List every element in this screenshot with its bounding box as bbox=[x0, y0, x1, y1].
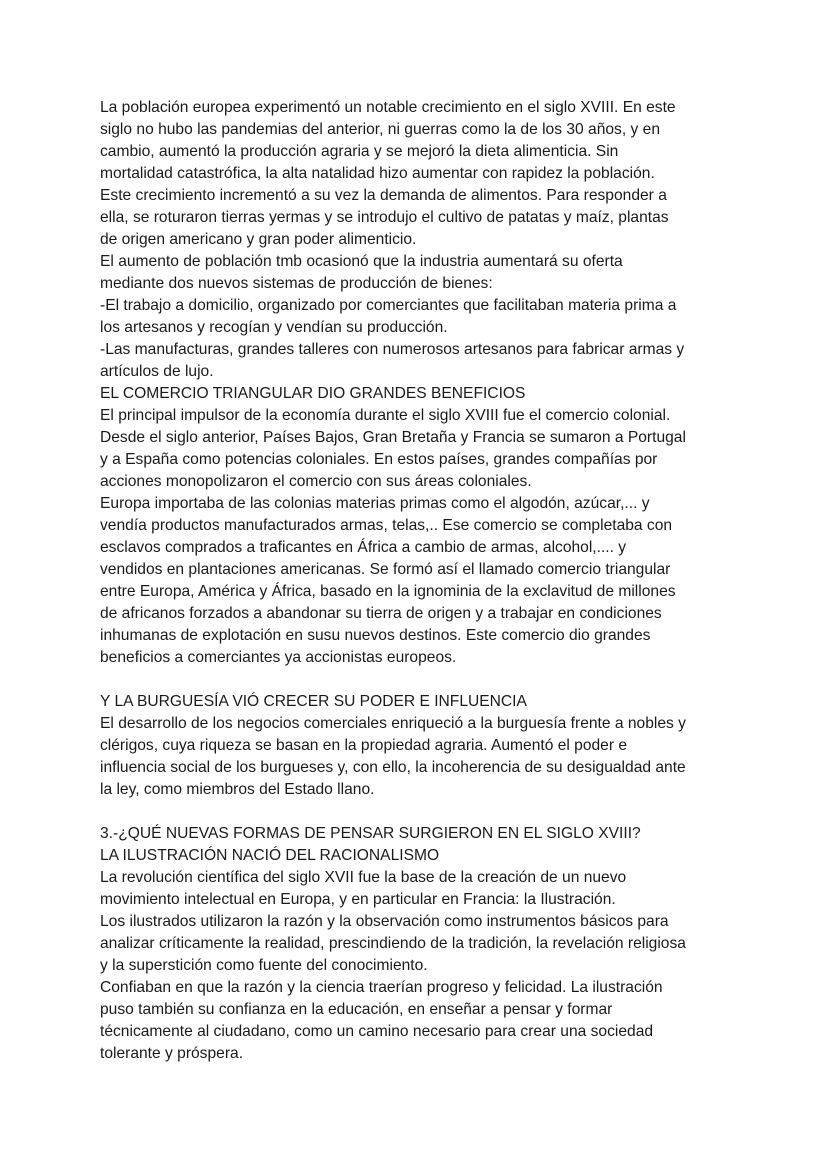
text-line: Europa importaba de las colonias materias primas como el algodón, azúcar,... y bbox=[100, 495, 650, 512]
text-line: EL COMERCIO TRIANGULAR DIO GRANDES BENEFICIOS bbox=[100, 385, 526, 402]
blank-line bbox=[100, 801, 740, 823]
text-line: El aumento de población tmb ocasionó que la industria aumentará su oferta bbox=[100, 253, 623, 270]
text-line: vendía productos manufacturados armas, telas,.. Ese comercio se completaba con bbox=[100, 517, 673, 534]
text-line: influencia social de los burgueses y, con ello, la incoherencia de su desigualdad ante bbox=[100, 759, 686, 776]
text-line: ella, se roturaron tierras yermas y se introdujo el cultivo de patatas y maíz, plantas bbox=[100, 209, 669, 226]
text-line: La revolución científica del siglo XVII fue la base de la creación de un nuevo bbox=[100, 869, 627, 886]
text-line: técnicamente al ciudadano, como un camino necesario para crear una sociedad bbox=[100, 1023, 654, 1040]
text-line: beneficios a comerciantes ya accionistas europeos. bbox=[100, 649, 457, 666]
text-line: El desarrollo de los negocios comerciales enriqueció a la burguesía frente a nobles y bbox=[100, 715, 686, 732]
text-line: y a España como potencias coloniales. En estos países, grandes compañías por bbox=[100, 451, 658, 468]
text-line: de origen americano y gran poder alimenticio. bbox=[100, 231, 417, 248]
text-line: -El trabajo a domicilio, organizado por comerciantes que facilitaban materia prima a bbox=[100, 297, 677, 314]
text-line: El principal impulsor de la economía durante el siglo XVIII fue el comercio colonial. bbox=[100, 407, 671, 424]
text-line: Confiaban en que la razón y la ciencia traerían progreso y felicidad. La ilustración bbox=[100, 979, 663, 996]
text-line: Y LA BURGUESÍA VIÓ CRECER SU PODER E INFLUENCIA bbox=[100, 693, 527, 710]
text-line: Desde el siglo anterior, Países Bajos, Gran Bretaña y Francia se sumaron a Portugal bbox=[100, 429, 686, 446]
text-line: la ley, como miembros del Estado llano. bbox=[100, 781, 375, 798]
text-line: movimiento intelectual en Europa, y en particular en Francia: la Ilustración. bbox=[100, 891, 616, 908]
text-line: 3.-¿QUÉ NUEVAS FORMAS DE PENSAR SURGIERON EN EL SIGLO XVIII? bbox=[100, 825, 641, 842]
text-line: Este crecimiento incrementó a su vez la demanda de alimentos. Para responder a bbox=[100, 187, 667, 204]
text-line: tolerante y próspera. bbox=[100, 1045, 244, 1062]
text-line: artículos de lujo. bbox=[100, 363, 214, 380]
document-page bbox=[100, 97, 740, 1065]
text-line: los artesanos y recogían y vendían su producción. bbox=[100, 319, 448, 336]
text-line: analizar críticamente la realidad, prescindiendo de la tradición, la revelación religiosa bbox=[100, 935, 686, 952]
text-line: La población europea experimentó un notable crecimiento en el siglo XVIII. En este bbox=[100, 99, 676, 116]
text-line: cambio, aumentó la producción agraria y se mejoró la dieta alimenticia. Sin bbox=[100, 143, 619, 160]
text-line: clérigos, cuya riqueza se basan en la propiedad agraria. Aumentó el poder e bbox=[100, 737, 628, 754]
text-line: LA ILUSTRACIÓN NACIÓ DEL RACIONALISMO bbox=[100, 847, 440, 864]
text-line: -Las manufacturas, grandes talleres con numerosos artesanos para fabricar armas y bbox=[100, 341, 685, 358]
blank-line bbox=[100, 669, 740, 691]
text-line: vendidos en plantaciones americanas. Se formó así el llamado comercio triangular bbox=[100, 561, 671, 578]
text-line: esclavos comprados a traficantes en África a cambio de armas, alcohol,.... y bbox=[100, 539, 627, 556]
text-line: Los ilustrados utilizaron la razón y la observación como instrumentos básicos para bbox=[100, 913, 669, 930]
text-line: puso también su confianza en la educación, en enseñar a pensar y formar bbox=[100, 1001, 613, 1018]
text-line: entre Europa, América y África, basado en la ignominia de la exclavitud de millones bbox=[100, 583, 676, 600]
text-line: y la superstición como fuente del conocimiento. bbox=[100, 957, 428, 974]
text-line: acciones monopolizaron el comercio con sus áreas coloniales. bbox=[100, 473, 532, 490]
text-line: siglo no hubo las pandemias del anterior, ni guerras como la de los 30 años, y en bbox=[100, 121, 660, 138]
text-line: de africanos forzados a abandonar su tierra de origen y a trabajar en condiciones bbox=[100, 605, 662, 622]
text-line: mortalidad catastrófica, la alta natalidad hizo aumentar con rapidez la población. bbox=[100, 165, 655, 182]
text-line: mediante dos nuevos sistemas de producción de bienes: bbox=[100, 275, 493, 292]
text-line: inhumanas de explotación en susu nuevos destinos. Este comercio dio grandes bbox=[100, 627, 651, 644]
